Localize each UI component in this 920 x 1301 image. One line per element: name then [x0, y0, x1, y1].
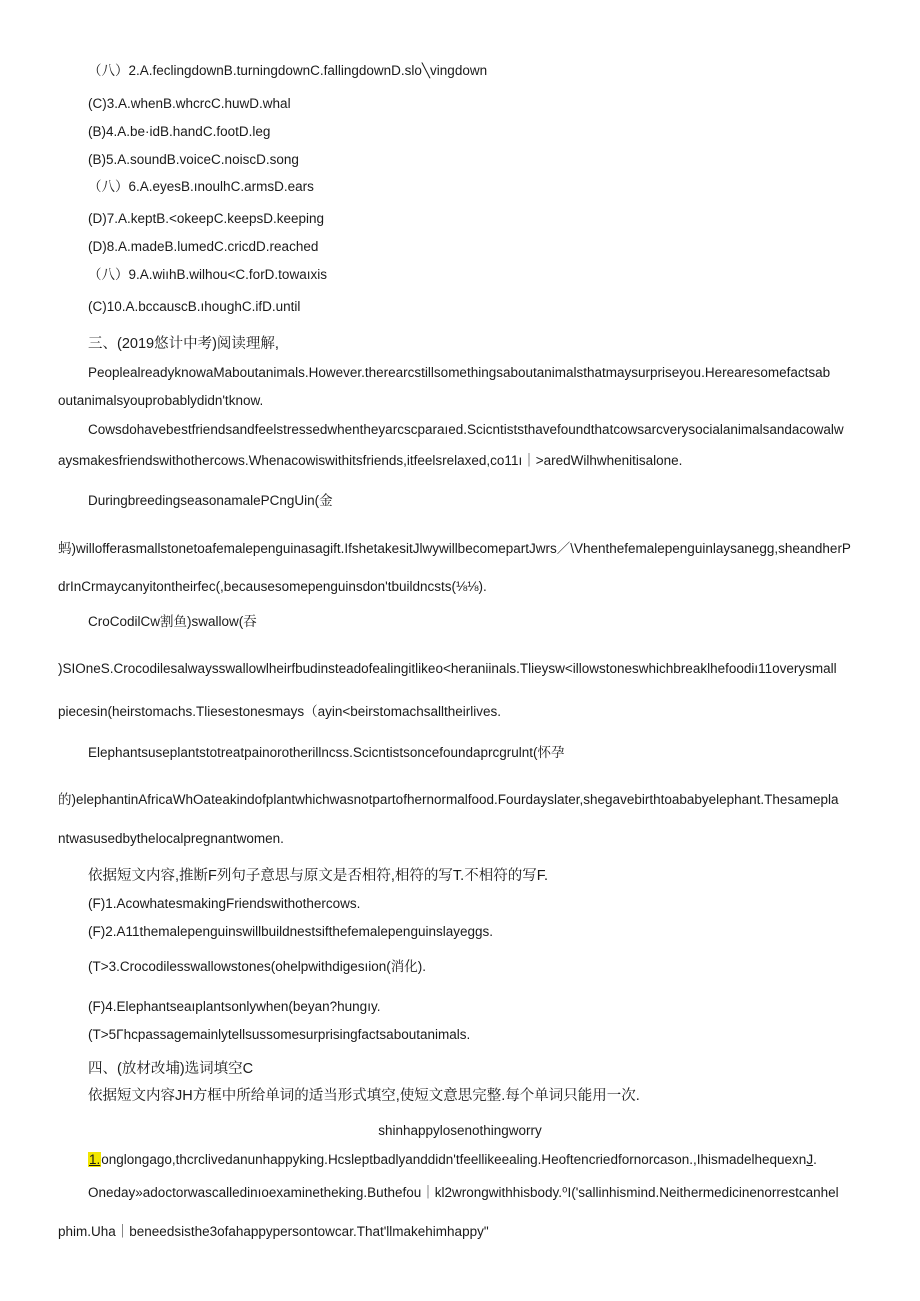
tf-answer-3: (T>3.Crocodilesswallowstones(ohelpwithdigesıion(消化). — [88, 959, 427, 974]
passage-line: )SIOneS.Crocodilesalwaysswallowlheirfbudinsteadofealingitlikeo<heraniinals.Tlieysw<illowstoneswhichbreaklhefoodiı11overysmall — [58, 661, 837, 676]
passage-line: piecesin(heirstomachs.Tliesestonesmays（ayin<beirstomachsalltheirlives. — [58, 704, 502, 719]
section3-heading: 三、(2019悠计中考)阅读理解, — [88, 336, 279, 352]
section4-heading: 四、(放材改埔)选词填空C — [88, 1061, 254, 1077]
cloze-line-2: Oneday»adoctorwascalledinıoexaminetheking.Buthefou｜kl2wrongwithhisbody.⁰I('sallinhismind.Neithermedicinenorrestcanhel — [88, 1185, 839, 1200]
answer-line-3: (C)3.A.whenB.whcrcC.huwD.whal — [88, 96, 291, 111]
passage-line: 的)elephantinAfricaWhOateakindofplantwhichwasnotpartofhernormalfood.Fourdayslater,shegavebirthtoababyelephant.Thesamepla — [58, 792, 839, 807]
answer-line-6: （八）6.A.eyesB.ınoulhC.armsD.ears — [88, 179, 314, 194]
tf-answer-4: (F)4.Elephantseaıplantsonlywhen(beyan?hungıy. — [88, 999, 381, 1014]
tf-answer-5: (T>5Γhcpassagemainlytellsussomesurprisingfactsaboutanimals. — [88, 1027, 471, 1042]
passage-line: ntwasusedbythelocalpregnantwomen. — [58, 831, 284, 846]
answer-line-2: （八）2.A.feclingdownB.turningdownC.fallingdownD.slo╲vingdown — [88, 63, 488, 78]
passage-line: outanimalsyouprobablydidn'tknow. — [58, 393, 264, 408]
section4-instruction: 依据短文内容JH方框中所给单词的适当形式填空,使短文意思完整.每个单词只能用一次. — [88, 1088, 640, 1104]
blank-1-marker: 1. — [89, 1152, 101, 1167]
answer-line-10: (C)10.A.bccauscB.ıhoughC.ifD.until — [88, 299, 301, 314]
passage-line: aysmakesfriendswithothercows.Whenacowiswithitsfriends,itfeelsrelaxed,co11ı｜>aredWilhwhenitisalone. — [58, 453, 683, 468]
passage-line: Elephantsuseplantstotreatpainorotherillncss.Scicntistsoncefoundaprcgrulnt(怀孕 — [88, 745, 565, 760]
passage-line: PeoplealreadyknowaMaboutanimals.However.therearcstillsomethingsaboutanimalsthatmaysurpriseyou.Herearesomefactsab — [88, 365, 831, 380]
word-box: shinhappylosenothingworry — [378, 1123, 542, 1138]
answer-line-4: (B)4.A.be·idB.handC.footD.leg — [88, 124, 271, 139]
answer-line-8: (D)8.A.madeB.lumedC.cricdD.reached — [88, 239, 319, 254]
passage-line: drInCrmaycanyitontheirfec(,becausesomepenguinsdon'tbuildncsts(⅛⅛). — [58, 579, 487, 594]
cloze-text: onglongago,thcrclivedanunhappyking.Hcsleptbadlyanddidn'tfeellikeealing.Heoftencriedfornorcason.,Ihismadelhequexn — [101, 1152, 807, 1167]
cloze-line-3: phim.Uha｜beneedsisthe3ofahappypersontowcar.That'llmakehimhappy" — [58, 1224, 489, 1239]
tf-answer-2: (F)2.A11themalepenguinswillbuildnestsifthefemalepenguinslayeggs. — [88, 924, 493, 939]
answer-line-7: (D)7.A.keptB.<okeepC.keepsD.keeping — [88, 211, 325, 226]
passage-line: CroCodilCw割鱼)swallow(吞 — [88, 614, 257, 629]
passage-line: Cowsdohavebestfriendsandfeelstressedwhentheyarcscparaıed.Scicntiststhavefoundthatcowsarcverysocialanimalsandacowalw — [88, 422, 844, 437]
passage-line: 蚂)willofferasmallstonetoafemalepenguinasagift.IfshetakesitJlwywillbecomepartJwrs／\Vhenthefemalepenguinlaysanegg,sheandherP — [58, 541, 851, 556]
section3-instruction: 依据短文内容,推断F列句子意思与原文是否相符,相符的写T.不相符的写F. — [88, 868, 548, 884]
cloze-line-1 — [88, 1151, 817, 1169]
answer-line-5: (B)5.A.soundB.voiceC.noiscD.song — [88, 152, 299, 167]
passage-line: DuringbreedingseasonamalePCngUin(金 — [88, 493, 333, 508]
blank-marker: J — [806, 1152, 814, 1167]
cloze-period: . — [813, 1152, 817, 1167]
tf-answer-1: (F)1.AcowhatesmakingFriendswithothercows. — [88, 896, 361, 911]
answer-line-9: （八）9.A.wiıhB.wilhou<C.forD.towaıxis — [88, 267, 327, 282]
